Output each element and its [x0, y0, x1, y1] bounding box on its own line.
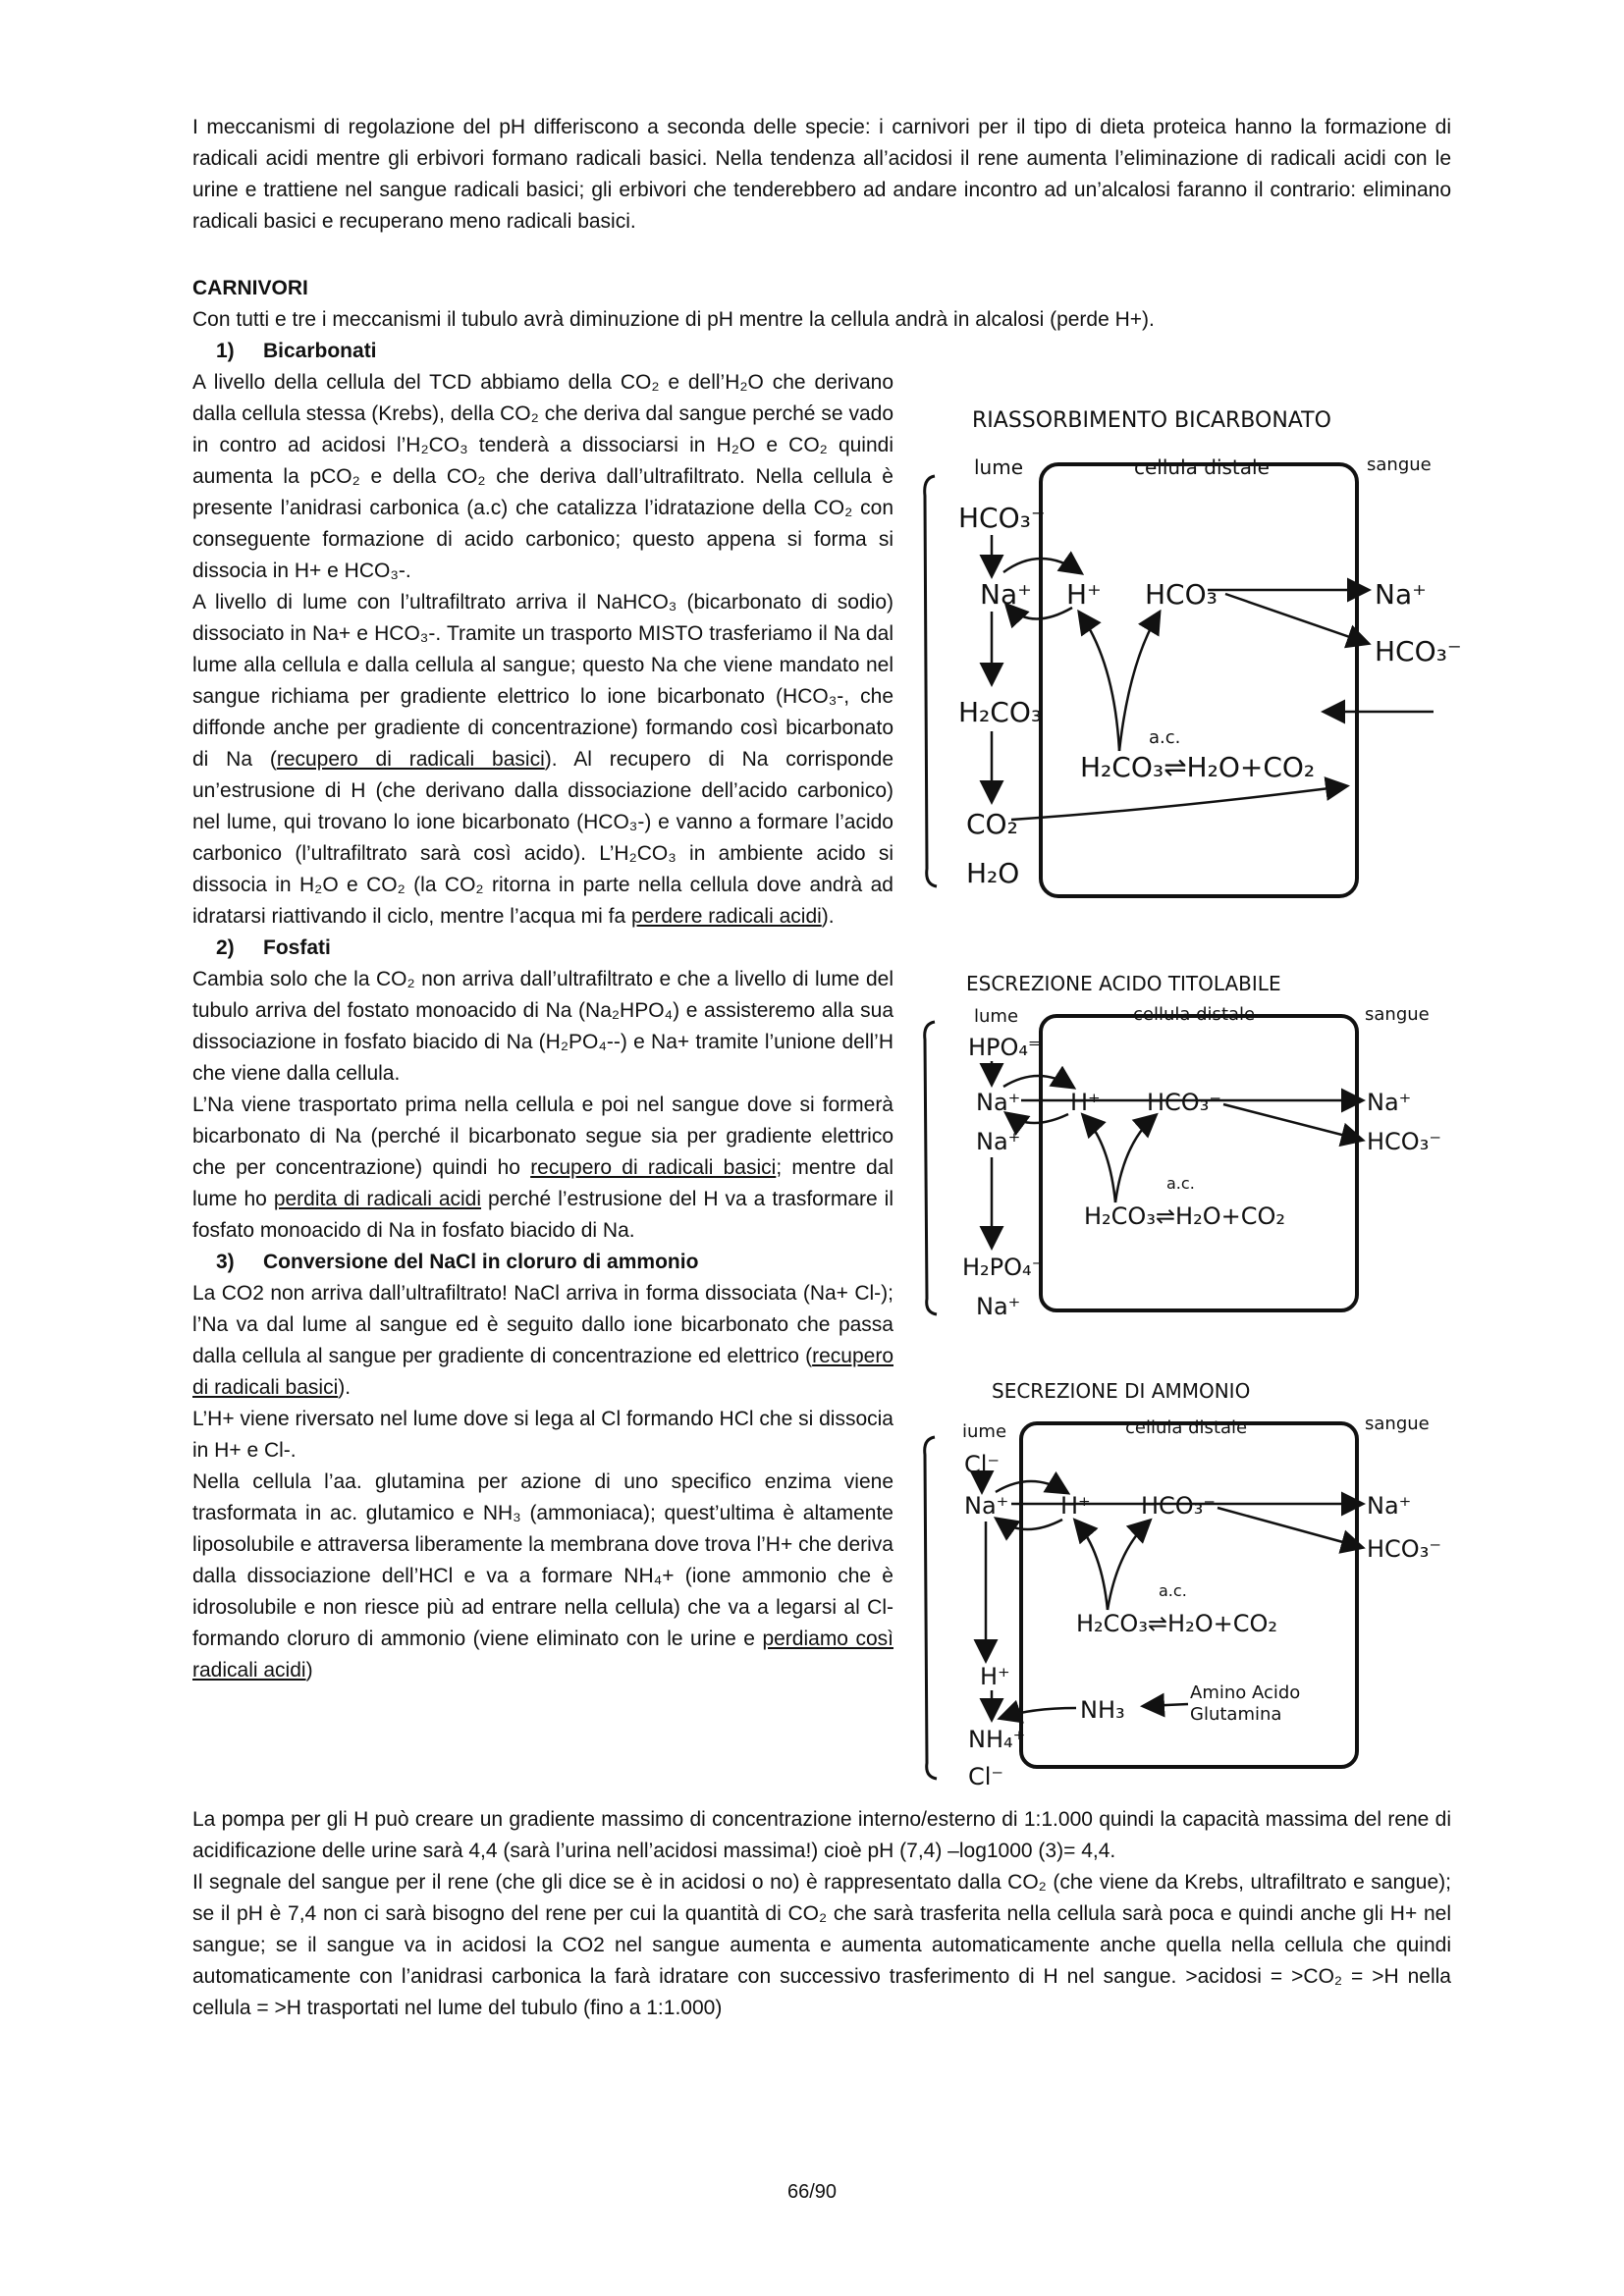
fig2-lume-label: lume	[974, 1006, 1019, 1027]
page-number: 66/90	[786, 2181, 838, 2203]
fig3-cell-box	[1021, 1423, 1357, 1767]
fig3-amino-acid-label: Amino Acido	[1190, 1682, 1301, 1703]
fig3-nh4-lumen: NH₄⁺	[968, 1726, 1026, 1753]
s1-p2-text-b: ). Al recupero di Na corrisponde un’estrusione di H (che derivano dalla dissociazione dell’acido carbonico) nel lume, qui trovano lo ione bicarbonato (HCO₃-) e vanno a formare l’acido carbonico (l’ultrafiltrato sarà così acido). L’H₂CO₃ in ambiente acido si dissocia in H₂O e CO₂ (la CO₂ ritorna in parte nella cellula dove andrà ad idratarsi riattivando il ciclo, mentre l’acqua mi fa	[192, 748, 894, 928]
outro-paragraph-1: La pompa per gli H può creare un gradiente massimo di concentrazione interno/esterno di 1:1.000 quindi la capacità massima del rene di acidificazione delle urine sarà 4,4 (sarà l’urina nell’acidosi massima!) cioè pH (7,4) –log1000 (3)= 4,4.	[192, 1808, 1451, 1862]
s1-p2-text-c: ).	[821, 905, 835, 928]
figure-escrezione-acido-titolabile	[913, 967, 1443, 1325]
section-2-title: Fosfati	[263, 936, 331, 959]
s3-p1-text-b: ).	[338, 1376, 352, 1399]
fig3-reaction: H₂CO₃⇌H₂O+CO₂	[1076, 1610, 1277, 1637]
fig2-na-blood: Na⁺	[1367, 1089, 1412, 1116]
diagram-3-svg	[913, 1374, 1443, 1791]
s1-p2-text-a: A livello di lume con l’ultrafiltrato arriva il NaHCO₃ (bicarbonato di sodio) dissociato in Na+ e HCO₃-. Tramite un trasporto MISTO trasferiamo il Na dal lume alla cellula e dalla cellula al sangue; questo Na che viene mandato nel sangue richiama per gradiente elettrico lo ione bicarbonato (HCO₃-, che diffonde anche per gradiente di concentrazione) formando così bicarbonato di Na (	[192, 591, 893, 771]
s3-p1-text-a: La CO2 non arriva dall’ultrafiltrato! NaCl arriva in forma dissociata (Na+ Cl-); l’Na va dal lume al sangue ed è seguito dallo ione bicarbonato che passa dalla cellula al sangue per gradiente di concentrazione ed elettrico (	[192, 1282, 893, 1367]
figure-secrezione-ammonio	[913, 1374, 1443, 1791]
s2-recupero-radicali-basici: recupero di radicali basici	[530, 1156, 777, 1179]
fig2-title: ESCREZIONE ACIDO TITOLABILE	[966, 972, 1281, 995]
s2-perdita-radicali-acidi: perdita di radicali acidi	[273, 1188, 482, 1210]
fig1-h2co3-lumen: H₂CO₃	[958, 696, 1043, 728]
s3-perdiamo-radicali-acidi: perdiamo così radicali acidi	[192, 1628, 893, 1682]
fig2-lumen-bracket	[925, 1022, 937, 1314]
fig1-reaction: H₂CO₃⇌H₂O+CO₂	[1080, 751, 1316, 783]
section-1-number: 1)	[216, 340, 235, 362]
intro-paragraph	[192, 112, 1451, 238]
fig2-h2po4-lumen: H₂PO₄⁻	[962, 1254, 1045, 1281]
fig2-lumen-hpo4: HPO₄⁼	[968, 1034, 1041, 1061]
fig2-h-cell: H⁺	[1070, 1089, 1101, 1116]
s1-perdere-radicali-acidi: perdere radicali acidi	[631, 905, 822, 928]
fig1-lumen-bracket	[925, 476, 937, 886]
fig3-glutamina-label: Glutamina	[1190, 1704, 1282, 1725]
s1-recupero-radicali-basici: recupero di radicali basici	[276, 748, 545, 771]
fig1-hco3-blood: HCO₃⁻	[1375, 635, 1462, 667]
fig3-h-cell: H⁺	[1060, 1492, 1091, 1520]
fig2-reaction: H₂CO₃⇌H₂O+CO₂	[1084, 1202, 1285, 1230]
section-1-title: Bicarbonati	[263, 340, 377, 362]
section-3-number: 3)	[216, 1251, 235, 1273]
fig3-cell-label: cellula distale	[1125, 1417, 1248, 1438]
fig2-na-lumen-1: Na⁺	[976, 1089, 1021, 1116]
fig3-lumen-cl: Cl⁻	[964, 1451, 1001, 1478]
carnivori-section	[192, 273, 1451, 367]
s3-p3-text-b: )	[305, 1659, 313, 1682]
fig1-na-lumen: Na⁺	[980, 578, 1032, 611]
fig1-lume-label: lume	[974, 455, 1024, 479]
diagram-2-svg	[913, 967, 1443, 1325]
fig1-title: RIASSORBIMENTO BICARBONATO	[972, 408, 1331, 433]
fig1-h2o-lumen: H₂O	[966, 857, 1020, 889]
fig1-cell-box	[1041, 464, 1357, 896]
diagram-1-svg	[913, 398, 1462, 928]
section-3-paragraph-3	[192, 1467, 893, 1686]
fig3-hco3-cell: HCO₃⁻	[1141, 1492, 1216, 1520]
fig2-cell-box	[1041, 1016, 1357, 1310]
section-1-body	[192, 367, 893, 1686]
fig3-blood-label: sangue	[1365, 1414, 1430, 1434]
figure-riassorbimento-bicarbonato	[913, 398, 1462, 928]
section-2-heading	[192, 933, 893, 964]
fig3-h-lumen: H⁺	[980, 1663, 1010, 1690]
s3-p3-text-a: Nella cellula l’aa. glutamina per azione di uno specifico enzima viene trasformata in ac. glutamico e NH₃ (ammoniaca); quest’ultima è altamente liposolubile e attraversa liberamente la membrana dove trova l’H+ che deriva dalla dissociazione dell’HCl e va a formare NH₄+ (ione ammonio che è idrosolubile e non riesce più ad entrare nella cellula) che va a legarsi al Cl- formando cloruro di ammonio (viene eliminato con le urine e	[192, 1470, 893, 1650]
s2-p2-text-c: perché l’estrusione del H va a trasformare il fosfato monoacido di Na in fosfato biacido di Na.	[192, 1188, 893, 1242]
fig1-cell-label: cellula distale	[1134, 455, 1270, 479]
fig2-hco3-blood: HCO₃⁻	[1367, 1128, 1441, 1155]
fig3-cl-lumen-bottom: Cl⁻	[968, 1763, 1004, 1790]
fig3-ac-label: a.c.	[1159, 1581, 1187, 1600]
intro-text: I meccanismi di regolazione del pH differiscono a seconda delle specie: i carnivori per il tipo di dieta proteica hanno la formazione di radicali acidi mentre gli erbivori formano radicali basici. Nella tendenza all’acidosi il rene aumenta l’eliminazione di radicali acidi con le urine e trattiene nel sangue radicali basici; gli erbivori che tenderebbero ad andare incontro ad un’alcalosi faranno il contrario: eliminano radicali basici e recuperano meno radicali basici.	[192, 116, 1451, 233]
fig3-nh3: NH₃	[1080, 1696, 1125, 1724]
fig3-title: SECREZIONE DI AMMONIO	[992, 1379, 1251, 1403]
fig3-na-blood: Na⁺	[1367, 1492, 1412, 1520]
fig1-h-cell: H⁺	[1066, 578, 1102, 611]
fig2-na-lumen-2: Na⁺	[976, 1128, 1021, 1155]
carnivori-lead: Con tutti e tre i meccanismi il tubulo avrà diminuzione di pH mentre la cellula andrà in alcalosi (perde H+).	[192, 308, 1155, 331]
fig3-lumen-bracket	[925, 1437, 937, 1779]
fig3-na-lumen: Na⁺	[964, 1492, 1009, 1520]
fig1-lumen-hco3: HCO₃⁻	[958, 502, 1046, 534]
s2-p2-text-b: ; mentre dal lume ho	[192, 1156, 894, 1210]
section-1-paragraph-2	[192, 587, 893, 933]
fig1-hco3-cell: HCO₃⁻	[1145, 578, 1232, 611]
outro-paragraph-2: Il segnale del sangue per il rene (che gli dice se è in acidosi o no) è rappresentato dalla CO₂ (che viene da Krebs, ultrafiltrato e sangue); se il pH è 7,4 non ci sarà bisogno del rene per cui la quantità di CO₂ che sarà trasferita nella cellula sarà poca e quindi anche gli H+ nel sangue; se il sangue va in acidosi la CO2 nel sangue aumenta e aumenta automaticamente anche quella nella cellula che quindi automaticamente con l’anidrasi carbonica la farà idratare con successivo trasferimento di H nel sangue. >acidosi = >CO₂ = >H nella cellula = >H trasportati nel lume del tubulo (fino a 1:1.000)	[192, 1871, 1451, 2019]
s3-recupero-radicali-basici: recupero di radicali basici	[192, 1345, 893, 1399]
fig3-hco3-blood: HCO₃⁻	[1367, 1535, 1441, 1563]
section-1-heading	[192, 336, 1451, 367]
fig2-hco3-cell: HCO₃⁻	[1147, 1089, 1221, 1116]
fig2-blood-label: sangue	[1365, 1004, 1430, 1025]
section-2-paragraph-2	[192, 1090, 893, 1247]
section-1-paragraph-1: A livello della cellula del TCD abbiamo della CO₂ e dell’H₂O che derivano dalla cellula stessa (Krebs), della CO₂ che deriva dal sangue perché se vado in contro ad acidosi l’H₂CO₃ tenderà a dissociarsi in H₂O e CO₂ quindi aumenta la pCO₂ e della CO₂ che deriva dall’ultrafiltrato. Nella cellula è presente l’anidrasi carbonica (a.c) che catalizza l’idratazione della CO₂ con conseguente formazione di acido carbonico; questo appena si forma si dissocia in H+ e HCO₃-.	[192, 371, 893, 582]
section-2-number: 2)	[216, 936, 235, 959]
fig1-ac-label: a.c.	[1149, 727, 1181, 748]
outro-section	[192, 1804, 1451, 2024]
section-3-heading	[192, 1247, 893, 1278]
fig2-ac-label: a.c.	[1166, 1174, 1195, 1193]
fig2-na-lumen-bottom: Na⁺	[976, 1293, 1021, 1320]
carnivori-heading: CARNIVORI	[192, 277, 308, 299]
section-3-paragraph-1	[192, 1278, 893, 1404]
fig1-co2-lumen: CO₂	[966, 808, 1018, 840]
section-3-paragraph-2: L’H+ viene riversato nel lume dove si lega al Cl formando HCl che si dissocia in H+ e Cl-.	[192, 1408, 893, 1462]
fig3-lume-label: iume	[962, 1421, 1007, 1442]
section-2-paragraph-1: Cambia solo che la CO₂ non arriva dall’ultrafiltrato e che a livello di lume del tubulo arriva del fostato monoacido di Na (Na₂HPO₄) e assisteremo alla sua dissociazione in fosfato biacido di Na (H₂PO₄--) e Na+ tramite l’unione dell’H che viene dalla cellula.	[192, 968, 893, 1085]
fig1-blood-label: sangue	[1367, 454, 1432, 475]
fig2-cell-label: cellula distale	[1133, 1004, 1256, 1025]
section-3-title: Conversione del NaCl in cloruro di ammonio	[263, 1251, 699, 1273]
fig1-na-blood: Na⁺	[1375, 578, 1427, 611]
s2-p2-text-a: L’Na viene trasportato prima nella cellula e poi nel sangue dove si formerà bicarbonato di Na (perché il bicarbonato segue sia per gradiente elettrico che per concentrazione) quindi ho	[192, 1094, 893, 1179]
